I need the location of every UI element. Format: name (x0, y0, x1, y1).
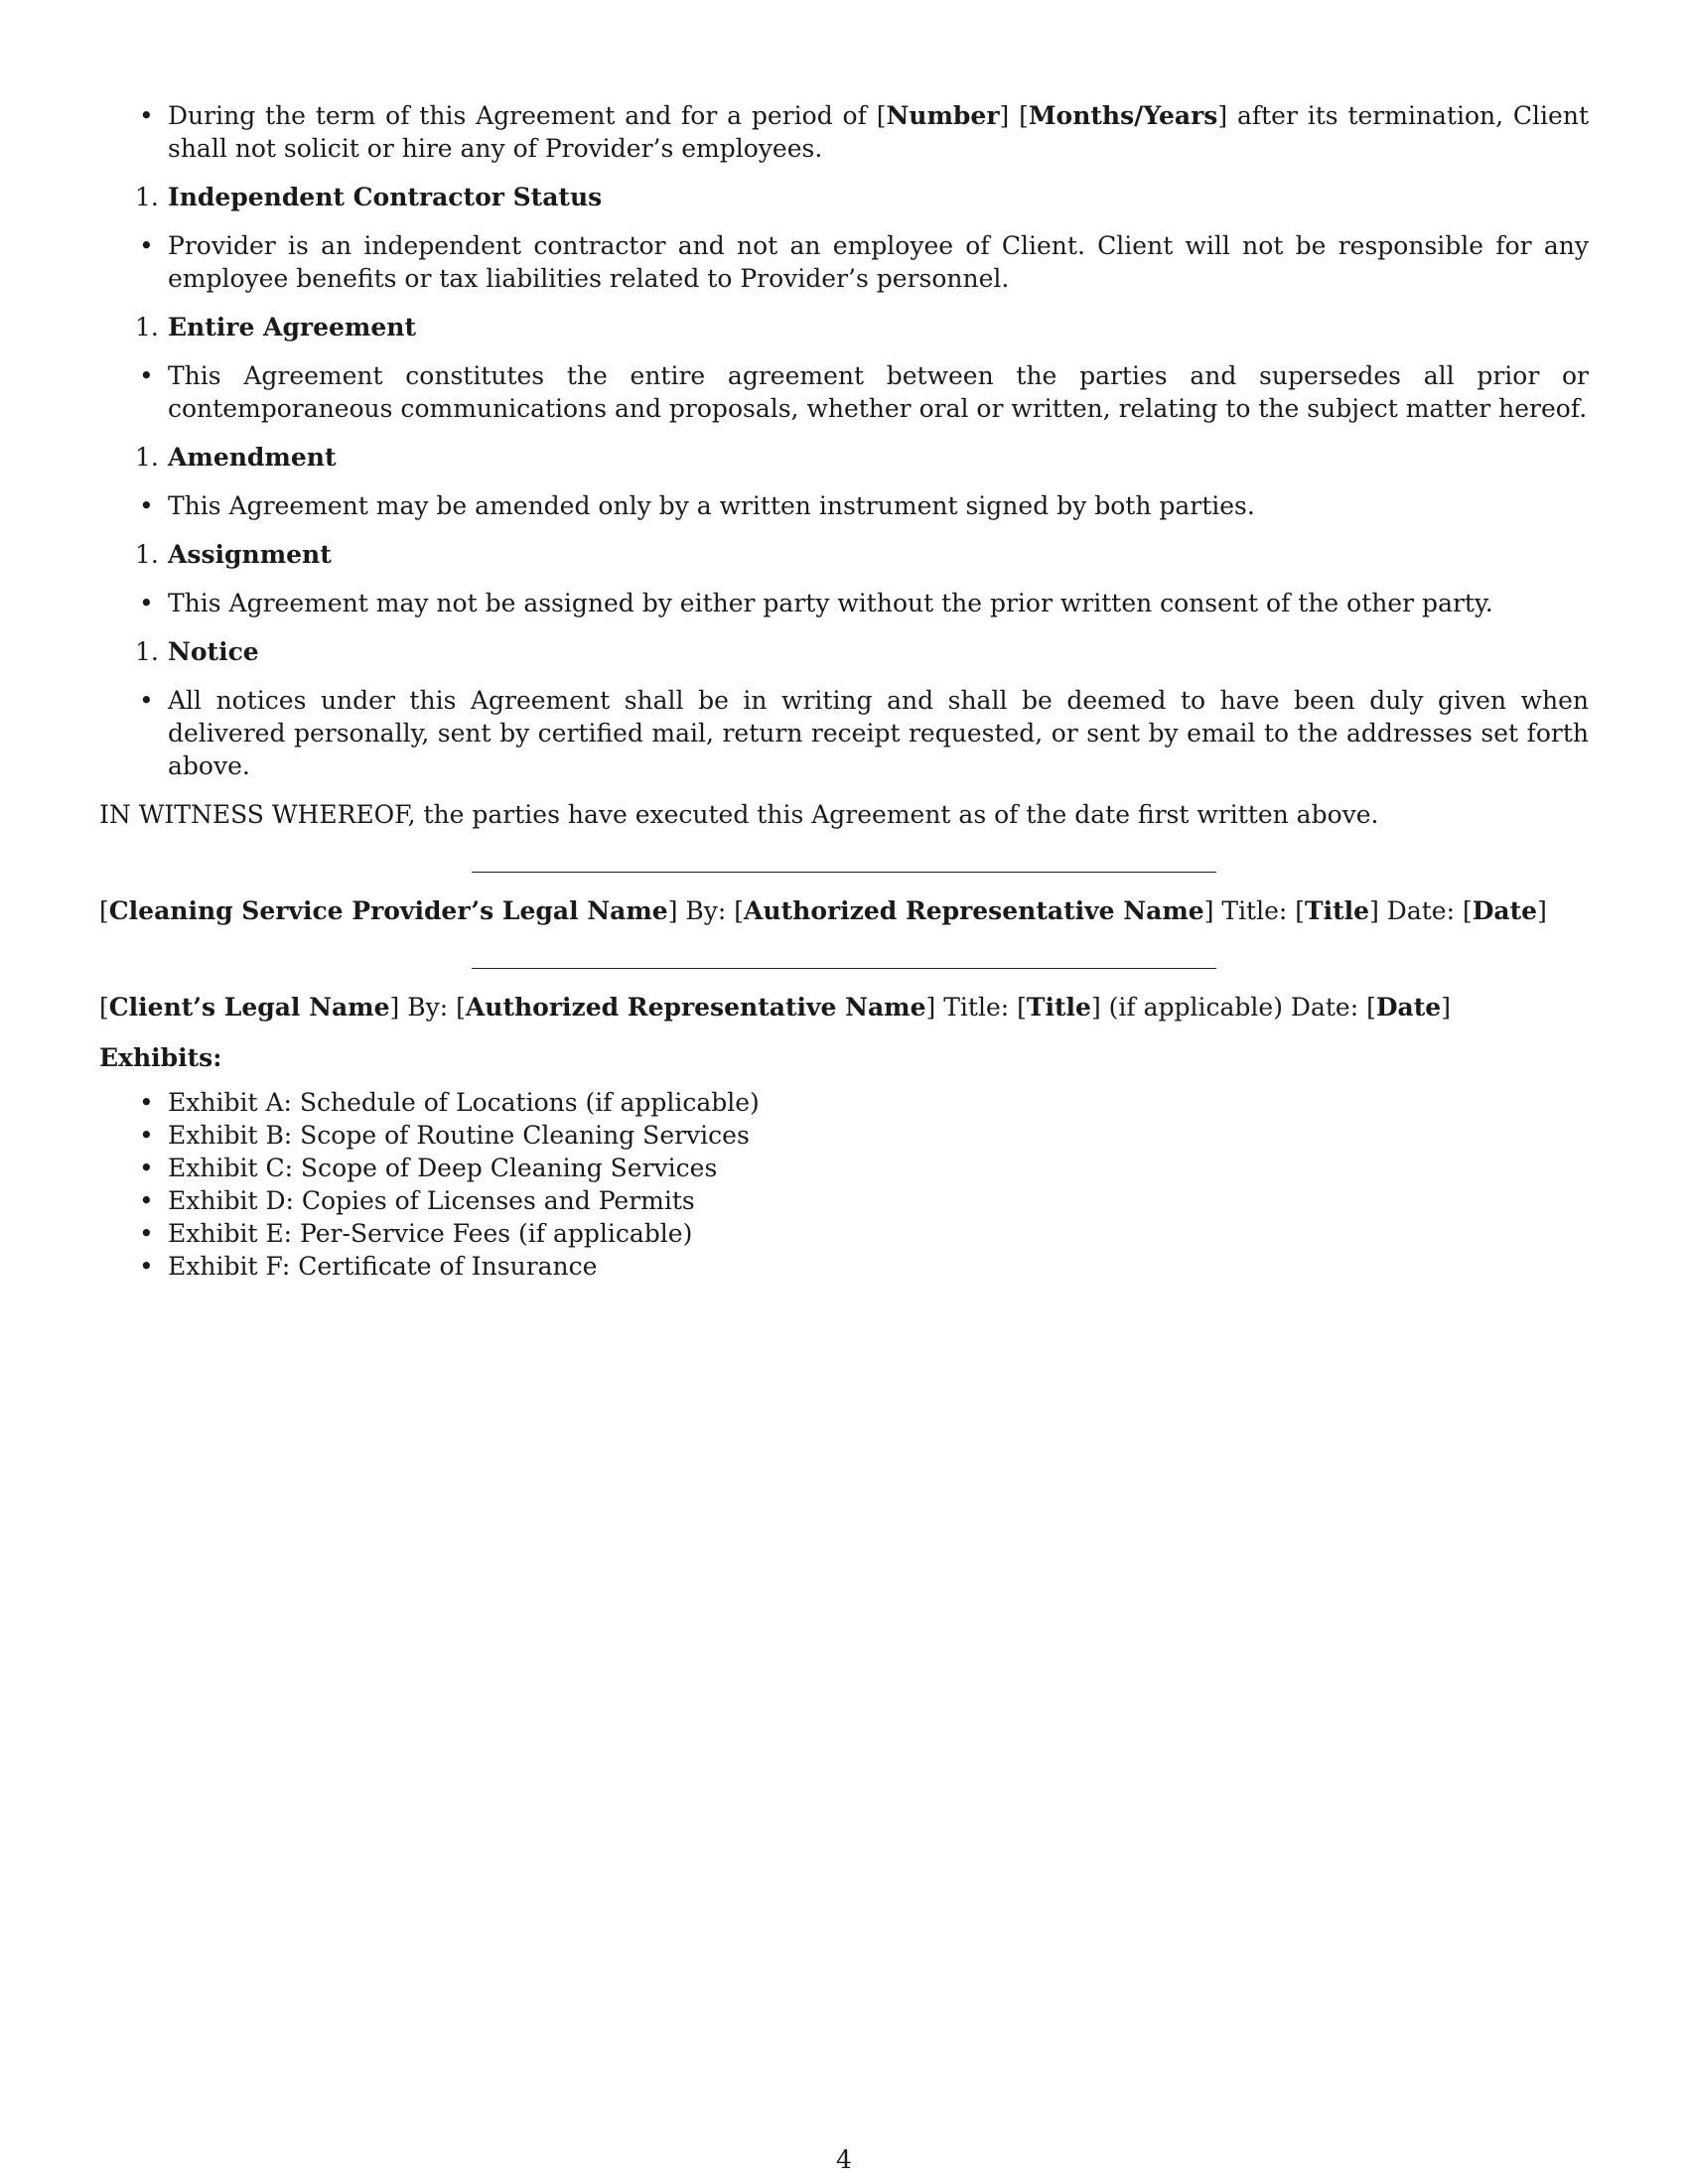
provider-signature-block: [Cleaning Service Provider’s Legal Name] By: [Authorized Representative Name] Title: [Title] Date: [Date] (99, 896, 1547, 925)
section-heading (99, 441, 1589, 474)
clause-text: This Agreement constitutes the entire agreement between the parties and supersedes all prior or contemporaneous communications and proposals, whether oral or written, relating to the subject matter hereof. (168, 361, 1589, 423)
exhibits-heading-text: Exhibits: (99, 1043, 222, 1072)
date-label: Date: (1290, 993, 1359, 1022)
section-title: Independent Contractor Status (168, 183, 603, 211)
exhibit-label: Exhibit D: Copies of Licenses and Permits (168, 1186, 695, 1215)
section-clause (99, 587, 1589, 619)
section-number: 1. (135, 637, 159, 666)
client-name-placeholder: Client’s Legal Name (108, 993, 390, 1022)
exhibit-item (99, 1086, 1589, 1119)
section-title: Notice (168, 637, 259, 666)
clause-text: During the term of this Agreement and for a period of (168, 101, 877, 130)
rep-name-placeholder: Authorized Representative Name (465, 993, 926, 1022)
section-title: Entire Agreement (168, 313, 416, 341)
exhibit-item (99, 1217, 1589, 1250)
date-placeholder: Date (1375, 993, 1442, 1022)
clause-text: after its termination, Client shall not solicit or hire any of Provider’s employees. (168, 101, 1589, 163)
bullet-icon: • (139, 1154, 154, 1182)
bullet-icon: • (139, 686, 154, 715)
bullet-icon: • (139, 231, 154, 260)
nonsolicit-clause: • During the term of this Agreement and for a period of [Number] [Months/Years] after its termination, Client shall not solicit or hire any of Provider’s employees. (139, 101, 1589, 163)
section-clause (99, 229, 1589, 295)
exhibit-label: Exhibit B: Scope of Routine Cleaning Services (168, 1121, 750, 1150)
page-content (99, 99, 1589, 1283)
exhibit-label: Exhibit E: Per-Service Fees (if applicable) (168, 1219, 693, 1248)
client-signature-line (472, 968, 1216, 969)
section-clause (99, 489, 1589, 522)
exhibits-heading (99, 1041, 1589, 1074)
period-placeholder: Months/Years (1028, 101, 1218, 130)
section-number: 1. (135, 540, 159, 569)
section-number: 1. (135, 313, 159, 341)
section-number: 1. (135, 443, 159, 472)
section-heading (99, 311, 1589, 343)
provider-signature-line (472, 872, 1216, 873)
clause-text: Provider is an independent contractor and not an employee of Client. Client will not be responsible for any employee benefits or tax liabilities related to Provider’s personnel. (168, 231, 1589, 293)
section-title: Assignment (168, 540, 332, 569)
by-label: By: (407, 993, 449, 1022)
exhibit-item (99, 1152, 1589, 1184)
bullet-icon: • (139, 361, 154, 390)
exhibit-label: Exhibit A: Schedule of Locations (if applicable) (168, 1088, 760, 1117)
clause-text: All notices under this Agreement shall be in writing and shall be deemed to have been duly given when delivered personally, sent by certified mail, return receipt requested, or sent by email to the addresses set forth above. (168, 686, 1589, 780)
exhibits-list (99, 1086, 1589, 1283)
witness-statement: IN WITNESS WHEREOF, the parties have executed this Agreement as of the date first written above. (99, 800, 1379, 829)
section-clause (99, 684, 1589, 782)
exhibit-item (99, 1184, 1589, 1217)
client-signature-block: [Client’s Legal Name] By: [Authorized Representative Name] Title: [Title] (if applicable) Date: [Date] (99, 993, 1451, 1022)
section-heading (99, 181, 1589, 213)
section-title: Amendment (168, 443, 337, 472)
bullet-icon: • (139, 1219, 154, 1248)
exhibit-label: Exhibit C: Scope of Deep Cleaning Services (168, 1154, 718, 1182)
exhibit-label: Exhibit F: Certificate of Insurance (168, 1252, 598, 1281)
by-label: By: (685, 896, 727, 925)
bullet-icon: • (139, 1088, 154, 1117)
bullet-icon: • (139, 1252, 154, 1281)
exhibit-item (99, 1119, 1589, 1152)
bullet-icon: • (139, 491, 154, 520)
date-placeholder: Date (1472, 896, 1538, 925)
clause-text: This Agreement may not be assigned by either party without the prior written consent of the other party. (168, 589, 1493, 617)
bullet-icon: • (139, 101, 154, 130)
title-placeholder: Title (1026, 993, 1091, 1022)
title-label: Title: (1221, 896, 1288, 925)
bullet-icon: • (139, 1121, 154, 1150)
title-label: Title: (943, 993, 1010, 1022)
clause-text: This Agreement may be amended only by a written instrument signed by both parties. (168, 491, 1255, 520)
number-placeholder: Number (886, 101, 1000, 130)
title-placeholder: Title (1305, 896, 1370, 925)
bullet-icon: • (139, 1186, 154, 1215)
provider-name-placeholder: Cleaning Service Provider’s Legal Name (108, 896, 668, 925)
title-note: (if applicable) (1108, 993, 1283, 1022)
section-clause (99, 359, 1589, 425)
rep-name-placeholder: Authorized Representative Name (744, 896, 1204, 925)
bullet-icon: • (139, 589, 154, 617)
section-heading (99, 538, 1589, 571)
date-label: Date: (1386, 896, 1456, 925)
exhibit-item (99, 1250, 1589, 1283)
section-heading (99, 635, 1589, 668)
page-number: 4 (836, 2145, 852, 2174)
section-number: 1. (135, 183, 159, 211)
